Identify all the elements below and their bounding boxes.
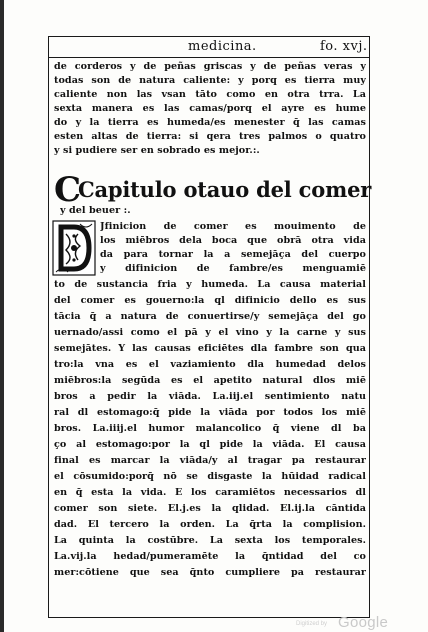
- text-line: los miēbros dela boca que obrā otra vida: [100, 235, 366, 246]
- text-line: del comer es gouerno:la ql difinicio dello es sus: [54, 295, 366, 306]
- text-line: ço al estomago:por la ql pide la viāda. El causa: [54, 439, 366, 450]
- text-line: bros a pedir la viāda. La.iij.el sentimiento natu: [54, 391, 366, 402]
- text-line: y si pudiere ser en sobrado es mejor.:.: [54, 145, 260, 156]
- text-line: sexta manera es las camas/porq el ayre es hume: [54, 103, 366, 114]
- text-line: de corderos y de peñas griscas y de peñas veras y: [54, 61, 366, 72]
- decorated-initial: [52, 220, 96, 276]
- chapter-subtitle: y del beuer :.: [60, 205, 131, 216]
- decorated-initial-ornament: [52, 220, 96, 276]
- text-line: caliente non las vsan tāto como en otra trra. La: [54, 89, 366, 100]
- chapter-heading: [54, 170, 372, 210]
- text-line: tro:la vna es el vaziamiento dla humedad delos: [54, 359, 366, 370]
- scan-edge: [0, 0, 4, 632]
- watermark-caption: Digitized by: [296, 621, 328, 627]
- text-line: do y la tierra es humeda/es menester q̄ las camas: [54, 117, 366, 128]
- text-line: bros. La.iiij.el humor malancolico q̄ viene dl ba: [54, 423, 366, 434]
- text-line: tācia q̄ a natura de conuertirse/y semejāça del go: [54, 311, 366, 322]
- text-line: dad. El tercero la orden. La q̄rta la complision.: [54, 519, 366, 530]
- google-watermark-logo: Google: [338, 614, 389, 631]
- text-line: semejātes. Y las causas eficiētes dla fambre son qua: [54, 343, 366, 354]
- chapter-initial: C: [54, 170, 82, 210]
- text-line: ral dl estomago:q̄ pide la viāda por todos los miē: [54, 407, 366, 418]
- text-line: La quinta la costūbre. La sexta los temporales.: [54, 535, 366, 546]
- text-line: da para tornar la a semejāça del cuerpo: [100, 249, 366, 260]
- text-line: Jfinicion de comer es mouimento de: [100, 221, 366, 232]
- running-head: [48, 36, 370, 58]
- text-line: miēbros:la segūda es el apetito natural dlos miē: [54, 375, 366, 386]
- text-line: esten altas de tierra: si qera tres palmos o quatro: [54, 131, 366, 142]
- text-line: todas son de natura caliente: y porq es tierra muy: [54, 75, 366, 86]
- text-line: La.vij.la hedad/pumeramēte la q̄ntidad del co: [54, 551, 366, 562]
- text-line: uernado/assi como el pā y el vino y la carne y sus: [54, 327, 366, 338]
- text-line: mer:cōtiene que sea q̄nto cumpliere pa restaurar: [54, 567, 366, 578]
- text-line: y difinicion de fambre/es menguamiē: [100, 263, 366, 274]
- text-line: to de sustancia fria y humeda. La causa material: [54, 279, 366, 290]
- text-line: el cōsumido:porq̄ nō se disgaste la hūidad radical: [54, 471, 366, 482]
- text-line: final es marcar la viāda/y al tragar pa restaurar: [54, 455, 366, 466]
- text-line: en q̄ esta la vida. E los caramiētos necessarios dl: [54, 487, 366, 498]
- chapter-title: Capitulo otauo del comer: [78, 177, 372, 202]
- text-line: comer son siete. El.j.es la qlidad. El.ij.la cāntida: [54, 503, 366, 514]
- folio-number: fo. xvj.: [320, 39, 368, 54]
- running-head-title: medicina.: [188, 39, 257, 54]
